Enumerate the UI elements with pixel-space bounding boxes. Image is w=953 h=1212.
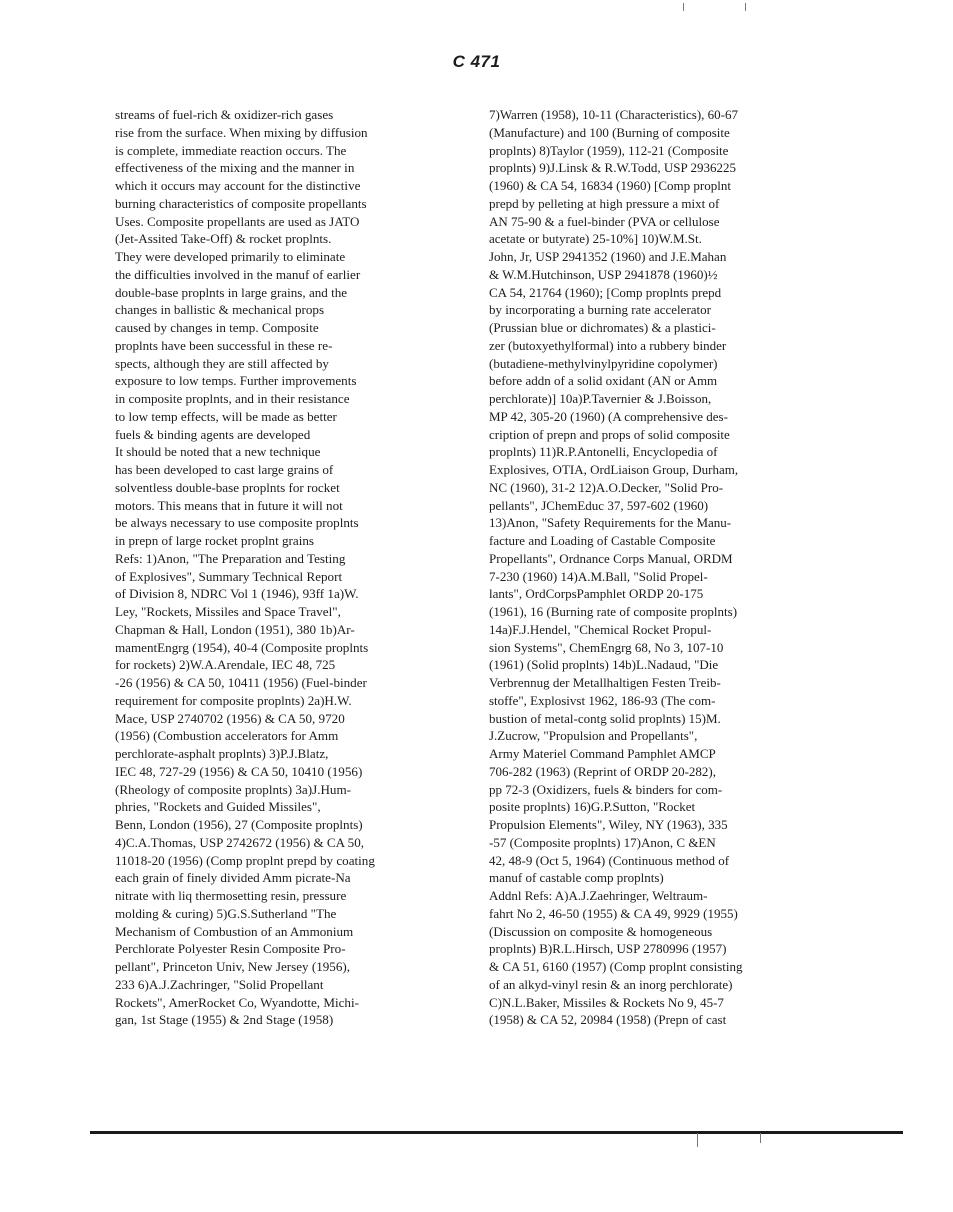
text-line: nitrate with liq thermosetting resin, pressure: [115, 888, 347, 903]
text-line: (Discussion on composite & homogeneous: [489, 923, 713, 939]
text-line: fuels & binding agents are developed: [115, 426, 311, 442]
text-line: in prepn of large rocket proplnt grains: [115, 533, 315, 548]
text-line: Rockets", AmerRocket Co, Wyandotte, Michi-: [115, 994, 359, 1010]
text-line: gan, 1st Stage (1955) & 2nd Stage (1958): [115, 1012, 334, 1028]
text-line: They were developed primarily to eliminate: [115, 249, 346, 264]
text-line: proplnts) 11)R.P.Antonelli, Encyclopedia of: [489, 444, 718, 460]
text-line: MP 42, 305-20 (1960) (A comprehensive des-: [489, 408, 728, 424]
bottom-rule: [90, 1131, 903, 1134]
text-line: Chapman & Hall, London (1951), 380 1b)Ar-: [115, 621, 355, 637]
text-line: John, Jr, USP 2941352 (1960) and J.E.Mahan: [489, 249, 727, 264]
text-line: bustion of metal-contg solid proplnts) 15)M.: [489, 710, 721, 726]
text-line: proplnts) B)R.L.Hirsch, USP 2780996 (1957): [489, 941, 727, 957]
text-line: lants", OrdCorpsPamphlet ORDP 20-175: [489, 586, 704, 602]
text-line: Refs: 1)Anon, "The Preparation and Testing: [115, 550, 346, 566]
text-line: solventless double-base proplnts for rocket: [115, 479, 340, 495]
text-line: Mechanism of Combustion of an Ammonium: [115, 923, 354, 939]
text-line: is complete, immediate reaction occurs. The: [115, 142, 347, 158]
text-line: (butadiene-methylvinylpyridine copolymer): [489, 355, 718, 371]
text-line: streams of fuel-rich & oxidizer-rich gases: [115, 107, 334, 122]
text-line: has been developed to cast large grains of: [115, 462, 334, 477]
text-line: It should be noted that a new technique: [115, 444, 321, 460]
scan-tick-bottom-2: [760, 1133, 761, 1143]
left-column: [115, 106, 460, 1029]
text-line: acetate or butyrate) 25-10%] 10)W.M.St.: [489, 231, 702, 247]
text-line: stoffe", Explosivst 1962, 186-93 (The com-: [489, 692, 716, 708]
text-line: requirement for composite proplnts) 2a)H.W.: [115, 692, 352, 708]
text-line: which it occurs may account for the distinctive: [115, 178, 361, 193]
text-line: pp 72-3 (Oxidizers, fuels & binders for com-: [489, 781, 723, 797]
text-line: spects, although they are still affected by: [115, 355, 329, 371]
text-line: manuf of castable comp proplnts): [489, 870, 664, 886]
text-line: proplnts have been successful in these re-: [115, 337, 333, 353]
text-line: effectiveness of the mixing and the manner in: [115, 160, 355, 176]
text-line: Mace, USP 2740702 (1956) & CA 50, 9720: [115, 710, 345, 726]
text-line: C)N.L.Baker, Missiles & Rockets No 9, 45-7: [489, 994, 724, 1010]
text-line: (Prussian blue or dichromates) & a plastici-: [489, 320, 716, 335]
text-line: J.Zucrow, "Propulsion and Propellants",: [489, 728, 698, 744]
scan-tick-top-2: [745, 3, 746, 11]
text-line: (Jet-Assited Take-Off) & rocket proplnts.: [115, 231, 332, 247]
text-line: of Explosives", Summary Technical Report: [115, 568, 343, 584]
text-line: CA 54, 21764 (1960); [Comp proplnts prepd: [489, 284, 722, 300]
text-line: 7)Warren (1958), 10-11 (Characteristics), 60-67: [489, 107, 738, 122]
text-line: mamentEngrg (1954), 40-4 (Composite proplnts: [115, 639, 369, 655]
text-line: phries, "Rockets and Guided Missiles",: [115, 799, 321, 815]
text-line: 13)Anon, "Safety Requirements for the Manu-: [489, 515, 732, 531]
text-line: proplnts) 9)J.Linsk & R.W.Todd, USP 2936225: [489, 160, 736, 176]
text-line: be always necessary to use composite proplnts: [115, 515, 359, 531]
text-line: sion Systems", ChemEngrg 68, No 3, 107-10: [489, 639, 724, 655]
text-line: (1958) & CA 52, 20984 (1958) (Prepn of cast: [489, 1012, 727, 1028]
text-line: -26 (1956) & CA 50, 10411 (1956) (Fuel-binder: [115, 675, 367, 690]
text-line: AN 75-90 & a fuel-binder (PVA or cellulose: [489, 213, 720, 229]
text-line: by incorporating a burning rate accelerator: [489, 302, 711, 318]
text-line: pellant", Princeton Univ, New Jersey (1956),: [115, 959, 351, 974]
text-line: prepd by pelleting at high pressure a mixt of: [489, 195, 720, 211]
right-column: [489, 106, 819, 1029]
page-number: C 471: [452, 52, 501, 71]
text-line: Benn, London (1956), 27 (Composite proplnts): [115, 817, 363, 832]
text-line: 233 6)A.J.Zachringer, "Solid Propellant: [115, 976, 324, 992]
text-line: pellants", JChemEduc 37, 597-602 (1960): [489, 497, 709, 513]
text-line: Verbrennug der Metallhaltigen Festen Treib-: [489, 675, 721, 690]
text-line: IEC 48, 727-29 (1956) & CA 50, 10410 (1956): [115, 763, 363, 779]
text-line: Ley, "Rockets, Missiles and Space Travel",: [115, 604, 341, 619]
text-line: NC (1960), 31-2 12)A.O.Decker, "Solid Pro-: [489, 479, 724, 495]
text-line: (1961), 16 (Burning rate of composite proplnts): [489, 604, 738, 619]
text-line: Addnl Refs: A)A.J.Zaehringer, Weltraum-: [489, 888, 708, 903]
text-line: motors. This means that in future it will not: [115, 497, 343, 513]
text-line: proplnts) 8)Taylor (1959), 112-21 (Composite: [489, 142, 729, 158]
text-line: changes in ballistic & mechanical props: [115, 302, 325, 318]
text-line: rise from the surface. When mixing by diffusion: [115, 124, 368, 140]
text-line: (1961) (Solid proplnts) 14b)L.Nadaud, "Die: [489, 657, 719, 673]
text-line: of Division 8, NDRC Vol 1 (1946), 93ff 1a)W.: [115, 586, 359, 602]
text-line: cription of prepn and props of solid composite: [489, 426, 730, 442]
text-line: Explosives, OTIA, OrdLiaison Group, Durham,: [489, 462, 739, 477]
text-line: of an alkyd-vinyl resin & an inorg perchlorate): [489, 976, 733, 992]
text-line: zer (butoxyethylformal) into a rubbery binder: [489, 337, 727, 353]
text-line: Army Materiel Command Pamphlet AMCP: [489, 746, 716, 761]
scan-tick-bottom-1: [697, 1133, 698, 1147]
text-line: Perchlorate Polyester Resin Composite Pro-: [115, 941, 346, 957]
text-line: for rockets) 2)W.A.Arendale, IEC 48, 725: [115, 657, 336, 673]
text-line: 14a)F.J.Hendel, "Chemical Rocket Propul-: [489, 621, 712, 637]
text-line: perchlorate)] 10a)P.Tavernier & J.Boisson,: [489, 391, 712, 406]
text-line: each grain of finely divided Amm picrate-Na: [115, 870, 351, 886]
text-line: fahrt No 2, 46-50 (1955) & CA 49, 9929 (1955): [489, 905, 738, 921]
text-line: -57 (Composite proplnts) 17)Anon, C &EN: [489, 834, 716, 850]
text-line: exposure to low temps. Further improvements: [115, 373, 357, 389]
text-line: Uses. Composite propellants are used as JATO: [115, 213, 360, 229]
text-line: Propulsion Elements", Wiley, NY (1963), 335: [489, 817, 728, 832]
text-line: 4)C.A.Thomas, USP 2742672 (1956) & CA 50,: [115, 834, 365, 850]
text-line: 11018-20 (1956) (Comp proplnt prepd by coating: [115, 852, 375, 868]
text-line: Propellants", Ordnance Corps Manual, ORDM: [489, 550, 733, 566]
text-line: facture and Loading of Castable Composite: [489, 533, 716, 548]
text-line: (Rheology of composite proplnts) 3a)J.Hum-: [115, 781, 352, 797]
text-line: posite proplnts) 16)G.P.Sutton, "Rocket: [489, 799, 696, 815]
text-line: molding & curing) 5)G.S.Sutherland "The: [115, 905, 337, 921]
text-line: perchlorate-asphalt proplnts) 3)P.J.Blatz,: [115, 746, 329, 761]
text-line: 7-230 (1960) 14)A.M.Ball, "Solid Propel-: [489, 568, 708, 584]
text-line: before addn of a solid oxidant (AN or Amm: [489, 373, 718, 389]
text-line: 42, 48-9 (Oct 5, 1964) (Continuous method of: [489, 852, 730, 868]
text-line: double-base proplnts in large grains, and the: [115, 284, 348, 300]
text-line: (Manufacture) and 100 (Burning of composite: [489, 124, 730, 140]
text-line: (1960) & CA 54, 16834 (1960) [Comp proplnt: [489, 178, 731, 193]
text-line: burning characteristics of composite propellants: [115, 195, 367, 211]
text-line: caused by changes in temp. Composite: [115, 320, 319, 335]
scan-tick-top-1: [683, 3, 684, 11]
text-line: (1956) (Combustion accelerators for Amm: [115, 728, 339, 744]
text-line: & CA 51, 6160 (1957) (Comp proplnt consisting: [489, 959, 743, 974]
text-line: & W.M.Hutchinson, USP 2941878 (1960)½: [489, 266, 718, 282]
text-line: in composite proplnts, and in their resistance: [115, 391, 350, 406]
text-line: to low temp effects, will be made as better: [115, 408, 337, 424]
text-line: the difficulties involved in the manuf of earlier: [115, 266, 361, 282]
text-line: 706-282 (1963) (Reprint of ORDP 20-282),: [489, 763, 716, 779]
